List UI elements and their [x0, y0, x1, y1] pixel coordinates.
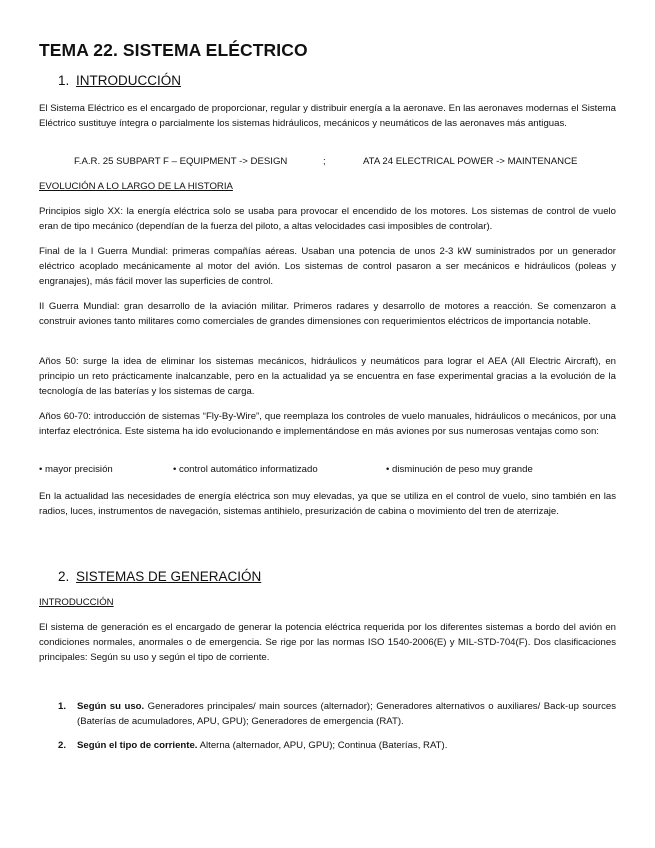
section-number: 2. [58, 569, 70, 584]
intro-paragraph: El Sistema Eléctrico es el encargado de proporcionar, regular y distribuir energía a la aeronave. En las aeronaves modernas el Sistema Eléctrico sustituye íntegra o parcialmente los sistemas hidráulicos, mecánicos y neumáticos de las aeronaves más antiguas. [39, 103, 616, 129]
classification-item [58, 699, 616, 729]
item-text: Alterna (alternador, APU, GPU); Continua (Baterías, RAT). [197, 740, 448, 751]
regulation-reference-line [74, 156, 578, 167]
history-paragraph-1: Principios siglo XX: la energía eléctrica solo se usaba para provocar el encendido de los motores. Los sistemas de control de vuelo eran de tipo mecánico (dependían de la fuerza del piloto, a altas velocidades casi imposibles de controlar). [39, 206, 616, 232]
item-label: Según su uso. [77, 701, 145, 712]
history-paragraph-5: Años 60-70: introducción de sistemas “Fly-By-Wire”, que reemplaza los controles de vuelo manuales, hidráulicos o mecánicos, por una interfaz electrónica. Este sistema ha ido evolucionando e implementándose en más aviones por sus numerosas ventajas como son: [39, 411, 616, 437]
section-heading-sistemas-de-generacion [58, 569, 261, 584]
item-text: Generadores principales/ main sources (alternador); Generadores alternativos o auxiliares/ Back-up sources (Baterías de acumuladores, APU, GPU); Generadores de emergencia (RAT). [77, 701, 616, 727]
section-heading-introduccion [58, 73, 181, 88]
document-title: TEMA 22. SISTEMA ELÉCTRICO [39, 40, 308, 60]
item-number: 2. [58, 740, 67, 751]
history-paragraph-2: Final de la I Guerra Mundial: primeras compañías aéreas. Usaban una potencia de unos 2-3 kW suministrados por un generador eléctrico acoplado mecánicamente al motor del avión. Los sistemas de control pasaron a ser mecánicos e hidráulicos (poleas y engranajes), más fácil mover las superficies de control. [39, 246, 616, 287]
ata-reference: ATA 24 ELECTRICAL POWER -> MAINTENANCE [363, 156, 578, 167]
history-paragraph-3: II Guerra Mundial: gran desarrollo de la aviación militar. Primeros radares y desarrollo de motores a reacción. Se comenzaron a construir aviones tanto militares como comerciales de grandes dimensiones con requerimientos eléctricos de importancia notable. [39, 301, 616, 327]
far-reference: F.A.R. 25 SUBPART F – EQUIPMENT -> DESIGN [74, 156, 288, 167]
advantage-item: • mayor precisión [39, 464, 113, 475]
section-title: INTRODUCCIÓN [76, 73, 181, 88]
subheading-introduccion: INTRODUCCIÓN [39, 597, 114, 608]
history-paragraph-4: Años 50: surge la idea de eliminar los sistemas mecánicos, hidráulicos y neumáticos para lograr el AEA (All Electric Aircraft), en principio un reto prácticamente inalcanzable, pero en la actualidad ya se encuentra en fase experimental gracias a la evolución de la tecnología de las baterías y los sistemas de carga. [39, 356, 616, 397]
reference-separator: ; [323, 156, 326, 167]
generation-intro-paragraph: El sistema de generación es el encargado de generar la potencia eléctrica requerida por los diferentes sistemas a bordo del avión en condiciones normales, anormales o de emergencia. Se rige por las normas ISO 1540-2006(E) y MIL-STD-704(F). Dos clasificaciones principales: Según su uso y según el tipo de corriente. [39, 622, 616, 663]
closing-paragraph: En la actualidad las necesidades de energía eléctrica son muy elevadas, ya que se utiliza en el control de vuelo, sino también en las radios, luces, instrumentos de navegación, sistemas antihielo, presurización de cabina o movimiento del tren de aterrizaje. [39, 491, 616, 517]
item-number: 1. [58, 701, 67, 712]
advantage-item: • disminución de peso muy grande [386, 464, 533, 475]
advantage-item: • control automático informatizado [173, 464, 318, 475]
classification-item [58, 738, 616, 753]
classification-list [58, 699, 616, 753]
section-title: SISTEMAS DE GENERACIÓN [76, 569, 262, 584]
item-label: Según el tipo de corriente. [77, 740, 198, 751]
section-number: 1. [58, 73, 70, 88]
subheading-evolucion: EVOLUCIÓN A LO LARGO DE LA HISTORIA [39, 181, 233, 192]
